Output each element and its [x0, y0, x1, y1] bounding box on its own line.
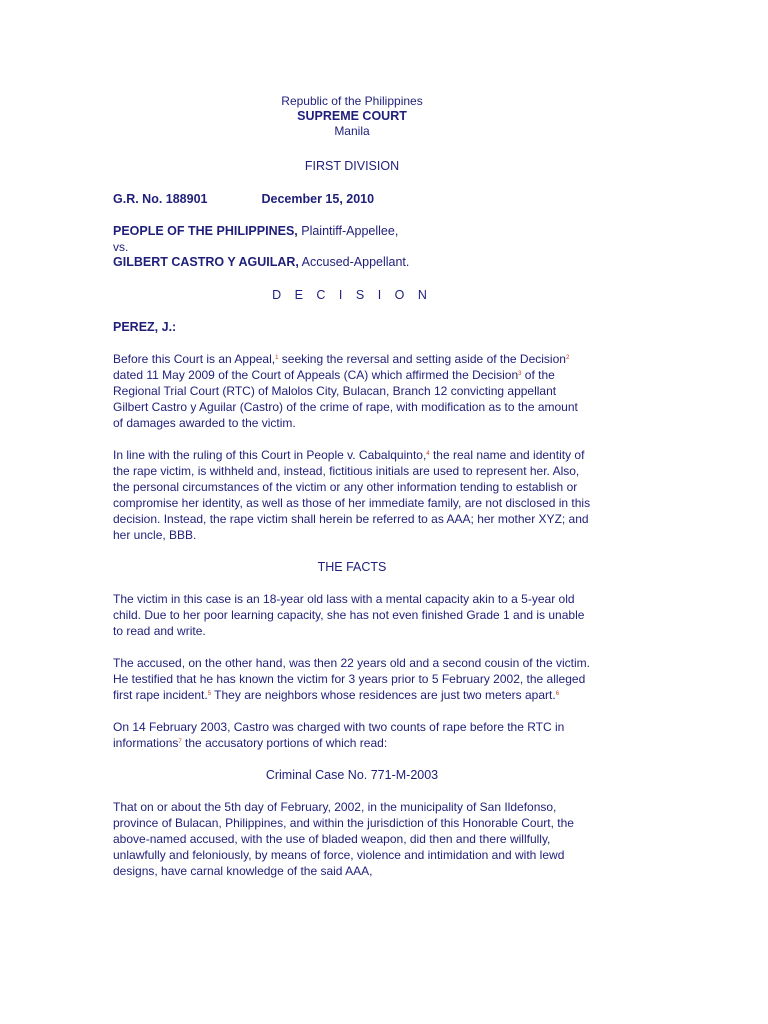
plaintiff-name: PEOPLE OF THE PHILIPPINES, — [113, 224, 298, 238]
footnote-ref[interactable]: 5 — [207, 690, 212, 697]
text-run: seeking the reversal and setting aside of the Decision — [278, 351, 566, 366]
text-run: On 14 February 2003, Castro was charged with two counts of rape before the RTC in informations — [113, 719, 565, 750]
versus: vs. — [113, 239, 129, 254]
text-run: dated 11 May 2009 of the Court of Appeals (CA) which affirmed the Decision — [113, 367, 519, 382]
gr-number: G.R. No. 188901 — [113, 192, 208, 206]
division-title: FIRST DIVISION — [304, 159, 400, 173]
footnote-ref[interactable]: 4 — [426, 450, 430, 457]
accused-name: GILBERT CASTRO Y AGUILAR, — [113, 255, 299, 269]
case-parties — [113, 224, 591, 271]
footnote-ref[interactable]: 1 — [275, 354, 279, 361]
paragraph-appeal — [113, 351, 591, 431]
paragraph-identity — [113, 447, 591, 543]
paragraph-accused — [113, 655, 591, 703]
republic-line: Republic of the Philippines — [281, 94, 423, 108]
paragraph-charges — [113, 719, 591, 751]
facts-heading: THE FACTS — [317, 559, 387, 574]
paragraph-victim: The victim in this case is an 18-year old lass with a mental capacity akin to a 5-year old child. Due to her poor learning capacity, she has not even finished Grade 1 and is unable to read and write. — [113, 591, 585, 638]
text-run: the accusatory portions of which read: — [181, 735, 388, 750]
decision-date: December 15, 2010 — [261, 192, 375, 206]
paragraph-information: That on or about the 5th day of February, 2002, in the municipality of San Ildefonso, province of Bulacan, Philippines, and within the jurisdiction of this Honorable Court, the above-named accused, with the use of bladed weapon, did then and there willfully, unlawfully and feloniously, by means of force, violence and intimidation and with lewd designs, have carnal knowledge of the said AAA, — [113, 799, 574, 878]
text-run: Before this Court is an Appeal, — [113, 351, 276, 366]
plaintiff-line — [113, 224, 591, 240]
plaintiff-role: Plaintiff-Appellee, — [297, 224, 399, 238]
footnote-ref[interactable]: 6 — [555, 690, 560, 697]
accused-role: Accused-Appellant. — [298, 255, 410, 269]
footnote-ref[interactable]: 7 — [178, 738, 182, 745]
text-run: The accused, on the other hand, was then 22 years old and a second cousin of the victim. He testified that he has known the victim for 3 years prior to 5 February 2002, the alleged first rape incident. — [113, 655, 590, 702]
decision-title: D E C I S I O N — [272, 287, 432, 302]
court-city: Manila — [334, 124, 370, 138]
decision-document — [113, 94, 591, 879]
case-number-line — [113, 192, 591, 207]
accused-line — [113, 255, 591, 271]
footnote-ref[interactable]: 3 — [518, 370, 522, 377]
court-name: SUPREME COURT — [297, 109, 407, 123]
text-run: of the Regional Trial Court (RTC) of Malolos City, Bulacan, Branch 12 convicting appellant Gilbert Castro y Aguilar (Castro) of the crime of rape, with modification as to the amount of damages awarded to the victim. — [113, 367, 578, 430]
text-run: They are neighbors whose residences are just two meters apart. — [211, 687, 556, 702]
text-run: In line with the ruling of this Court in People v. Cabalquinto, — [113, 447, 427, 462]
ponente: PEREZ, J.: — [113, 319, 177, 334]
criminal-case-heading: Criminal Case No. 771-M-2003 — [265, 767, 439, 782]
text-run: the real name and identity of the rape victim, is withheld and, instead, fictitious initials are used to represent her. Also, the personal circumstances of the victim or any other information tending to establish or compromise her identity, as well as those of her immediate family, are not disclosed in this decision. Instead, the rape victim shall herein be referred to as AAA; her mother XYZ; and her uncle, BBB. — [113, 447, 591, 542]
footnote-ref[interactable]: 2 — [565, 354, 570, 361]
